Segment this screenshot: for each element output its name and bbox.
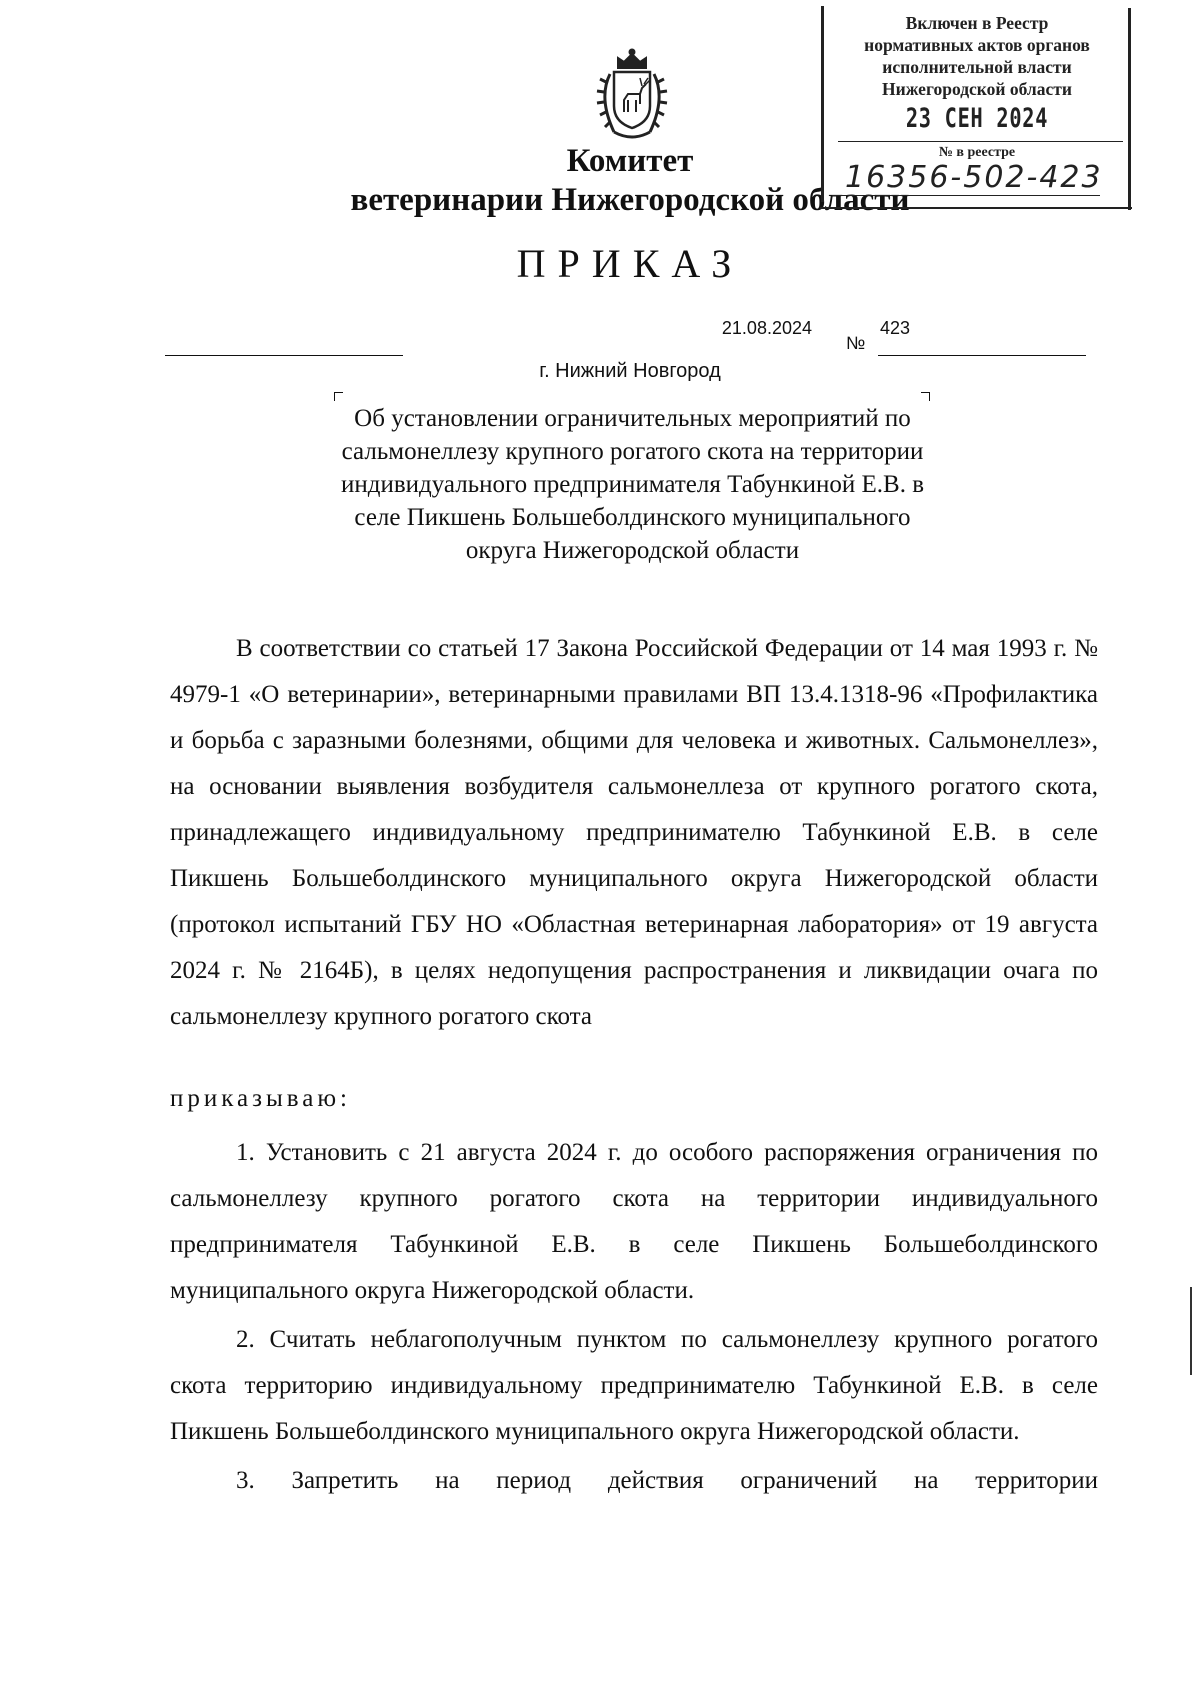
stamp-registry-label: № в реестре (938, 145, 1016, 160)
order-item-3: 3. Запретить на период действия ограничений на территории (236, 1467, 1098, 1494)
stamp-border-left (821, 6, 824, 202)
document-date: 21.08.2024 (721, 318, 812, 338)
document-title: Об установлении ограничительных мероприятий по сальмонеллезу крупного рогатого скота на территории индивидуального предпринимателя Табункиной Е.В. в селе Пикшень Большеболдинского муниципального округа Нижегородской области (340, 405, 925, 564)
order-item-1: 1. Установить с 21 августа 2024 г. до особого распоряжения ограничения по сальмонеллезу крупного рогатого скота на территории индивидуального предпринимателя Табункиной Е.В. в селе Пикшень Большеболдинского муниципального округа Нижегородской области. (170, 1139, 1098, 1304)
preamble-paragraph: В соответствии со статьей 17 Закона Российской Федерации от 14 мая 1993 г. № 4979-1 «О ветеринарии», ветеринарными правилами ВП 13.4.1318-96 «Профилактика и борьба с заразными болезнями, общими для человека и животных. Сальмонеллез», на основании выявления возбудителя сальмонеллеза от крупного рогатого скота, принадлежащего индивидуальному предпринимателю Табункиной Е.В. в селе Пикшень Большеболдинского муниципального округа Нижегородской области (протокол испытаний ГБУ НО «Областная ветеринарная лаборатория» от 19 августа 2024 г. № 2164Б), в целях недопущения распространения и ликвидации очага по сальмонеллезу крупного рогатого скота (170, 635, 1098, 1030)
stamp-separator (838, 141, 1123, 142)
organization-name-line1: Комитет (566, 143, 694, 179)
document-number: 423 (880, 318, 911, 338)
organization-name-line2: ветеринарии Нижегородской области (350, 182, 910, 218)
stamp-registry-underline (832, 195, 1100, 196)
coat-of-arms-icon (590, 48, 674, 144)
registry-stamp-text (828, 12, 1126, 100)
number-sign: № (846, 333, 866, 353)
title-corner-right (921, 392, 930, 401)
number-underline (878, 355, 1086, 356)
stamp-line-4: Нижегородской области (882, 79, 1072, 99)
city: г. Нижний Новгород (539, 360, 721, 382)
stamp-date: 23 СЕН 2024 (905, 103, 1049, 134)
stamp-border-right (1128, 8, 1131, 210)
margin-scan-mark (1190, 1287, 1192, 1375)
stamp-border-bottom (820, 207, 1132, 209)
document-type: ПРИКАЗ (516, 241, 744, 286)
stamp-line-2: нормативных актов органов (864, 35, 1090, 55)
stamp-line-3: исполнительной власти (882, 57, 1072, 77)
decree-word: приказываю: (170, 1085, 351, 1112)
stamp-line-1: Включен в Реестр (905, 13, 1049, 33)
stamp-registry-number: 16356-502-423 (845, 160, 1103, 195)
title-corner-left (334, 392, 343, 401)
order-item-2: 2. Считать неблагополучным пунктом по сальмонеллезу крупного рогатого скота территорию индивидуальному предпринимателю Табункиной Е.В. в селе Пикшень Большеболдинского муниципального округа Нижегородской области. (170, 1326, 1098, 1445)
date-underline (165, 355, 403, 356)
